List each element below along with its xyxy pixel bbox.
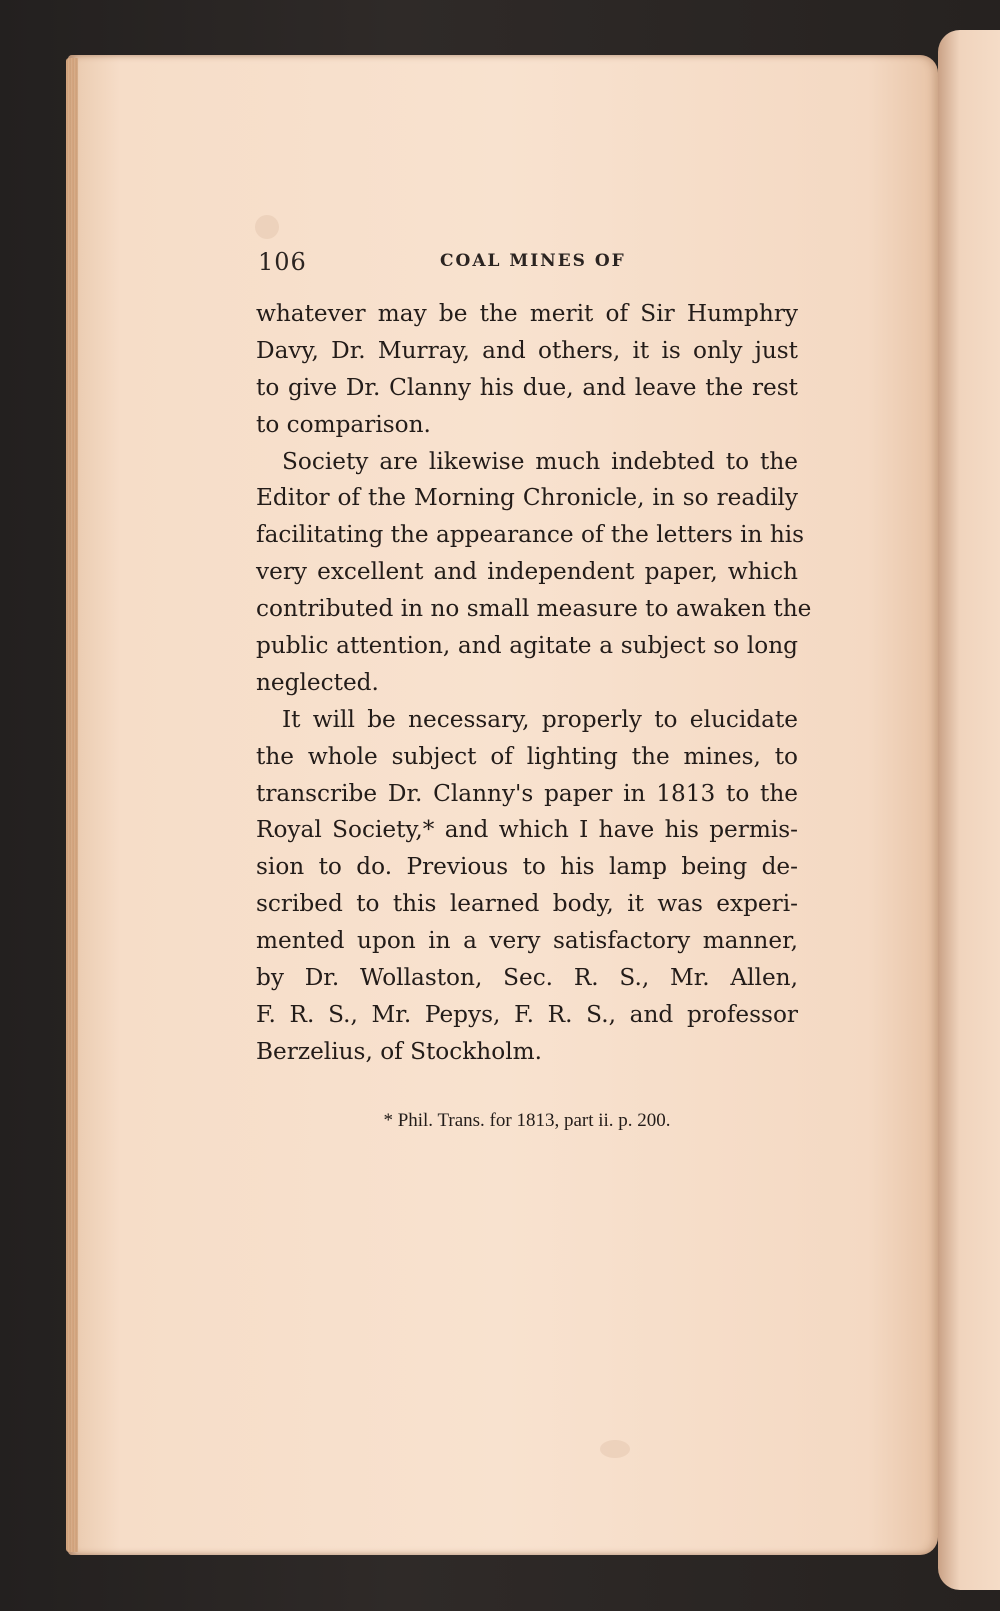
text-line: facilitating the appearance of the letters in his xyxy=(256,521,805,549)
text-line: to comparison. xyxy=(256,410,431,438)
paragraph xyxy=(256,444,812,702)
text-line: Society are likewise much indebted to the xyxy=(282,447,798,475)
text-line: mented upon in a very satisfactory manner, xyxy=(256,927,798,955)
facing-page-edge xyxy=(938,30,1000,1590)
text-line: Berzelius, of Stockholm. xyxy=(256,1037,542,1065)
running-head-title: COAL MINES OF xyxy=(440,251,626,271)
text-line: contributed in no small measure to awaken the xyxy=(256,595,812,623)
text-line: It will be necessary, properly to elucidate xyxy=(282,705,798,733)
text-line: public attention, and agitate a subject so long xyxy=(256,632,798,660)
text-line: Editor of the Morning Chronicle, in so readily xyxy=(256,484,798,512)
text-line: very excellent and independent paper, which xyxy=(256,558,798,586)
page-number: 106 xyxy=(258,248,307,276)
paper-stain xyxy=(600,1440,630,1458)
text-line: neglected. xyxy=(256,668,379,696)
text-line: F. R. S., Mr. Pepys, F. R. S., and professor xyxy=(256,1000,798,1028)
footnote: * Phil. Trans. for 1813, part ii. p. 200. xyxy=(383,1110,671,1131)
text-line: to give Dr. Clanny his due, and leave the rest xyxy=(256,373,798,401)
page-fore-edge xyxy=(66,58,78,1552)
text-line: transcribe Dr. Clanny's paper in 1813 to the xyxy=(256,779,798,807)
text-line: scribed to this learned body, it was experi- xyxy=(256,890,798,918)
text-line: sion to do. Previous to his lamp being de- xyxy=(256,853,798,881)
text-line: whatever may be the merit of Sir Humphry xyxy=(256,300,798,327)
running-head xyxy=(258,248,798,278)
paragraph xyxy=(256,296,798,444)
text-line: the whole subject of lighting the mines, to xyxy=(256,742,798,770)
paragraph xyxy=(256,702,798,1071)
body-text xyxy=(256,296,812,1071)
paper-stain xyxy=(255,215,279,239)
text-line: by Dr. Wollaston, Sec. R. S., Mr. Allen, xyxy=(256,964,798,992)
text-line: Davy, Dr. Murray, and others, it is only just xyxy=(256,336,798,364)
text-line: Royal Society,* and which I have his permis- xyxy=(256,816,798,844)
